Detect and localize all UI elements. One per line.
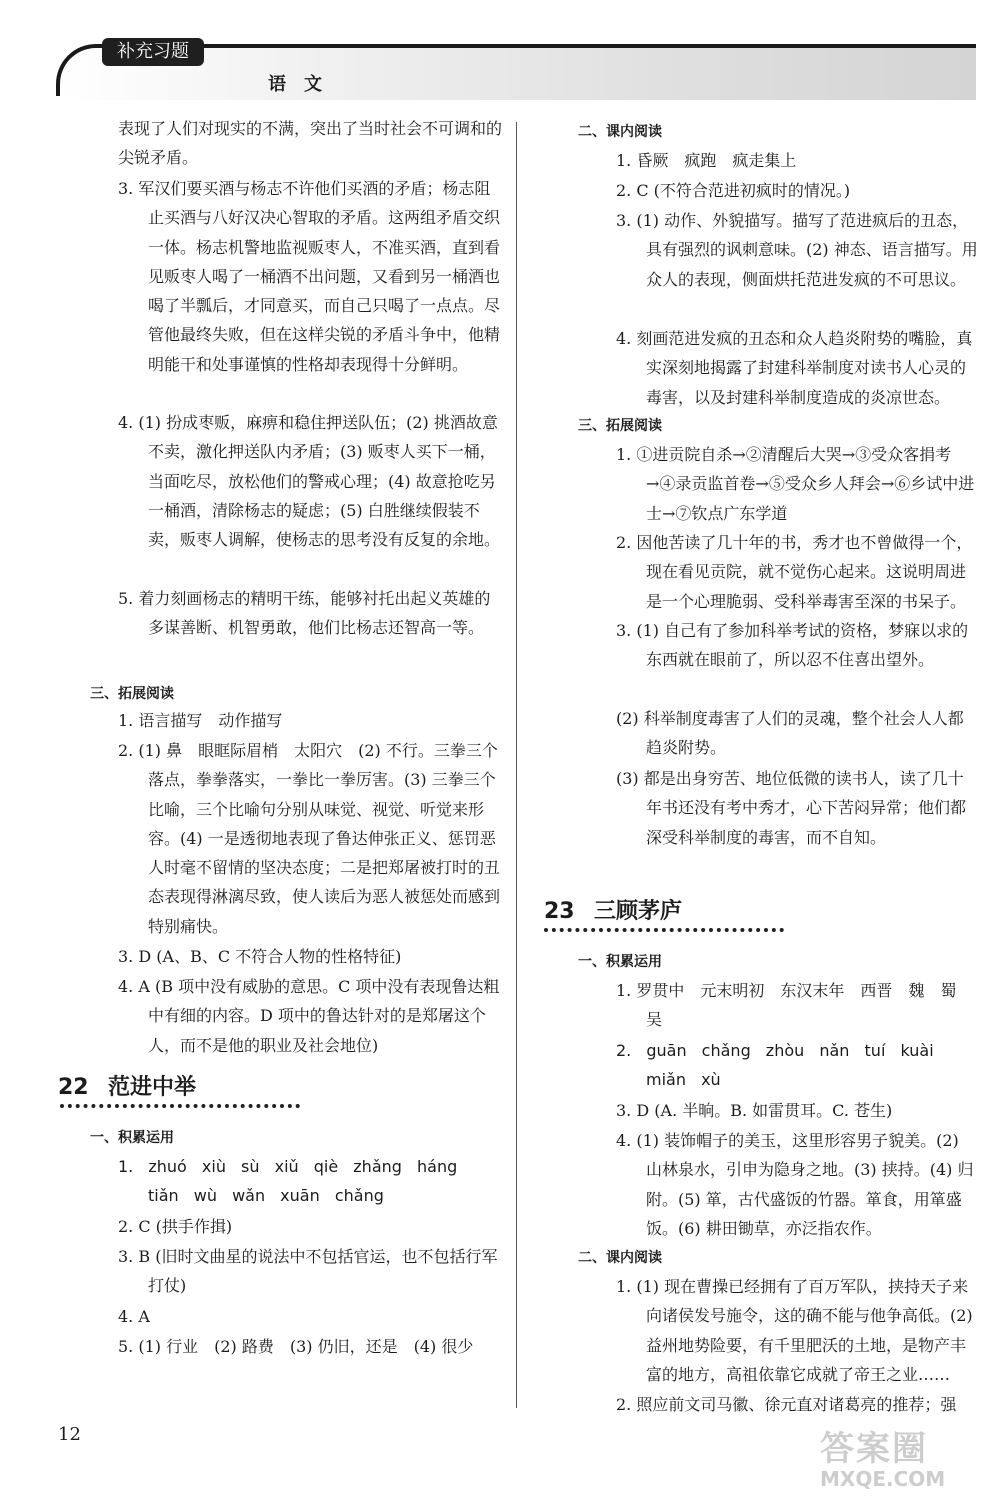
- l23-item-3: 3. D (A. 半晌。B. 如雷贯耳。C. 苍生): [616, 1101, 893, 1120]
- watermark: [820, 1430, 980, 1490]
- section-title-accumulation: 一、积累运用: [90, 1130, 174, 1146]
- ext-item-3: 3. D (A、B、C 不符合人物的性格特征): [118, 947, 402, 966]
- watermark-logo-text: 答案圈: [820, 1429, 928, 1469]
- header-tag: 补充习题: [102, 38, 204, 66]
- header-subject: 语文: [268, 74, 340, 95]
- section-title-in-class-reading: 二、课内阅读: [578, 124, 662, 140]
- l22-item-4: 4. A: [118, 1307, 150, 1326]
- lesson-title: 范进中举: [108, 1075, 197, 1100]
- ext2-item-1: 1. ①进贡院自杀→②清醒后大哭→③受众客捐考→④录贡监首卷→⑤受众乡人拜会→⑥乡试中进士→⑦钦点广东学道: [616, 445, 975, 523]
- header-rule: [100, 44, 976, 48]
- in-class-item-2: 2. C (不符合范进初疯时的情况。): [616, 181, 851, 200]
- ext2-item-2: 2. 因他苦读了几十年的书，秀才也不曾做得一个，现在看见贡院，就不觉伤心起来。这说明周进是一个心理脆弱、受科举毒害至深的书呆子。: [616, 533, 973, 611]
- section-title-accumulation-2: 一、积累运用: [578, 954, 662, 970]
- in-class-item-4: 4. 刻画范进发疯的丑态和众人趋炎附势的嘴脸，真实深刻地揭露了封建科举制度对读书人心灵的毒害，以及封建科举制度造成的炎凉世态。: [616, 329, 973, 407]
- ext-item-2: 2. (1) 鼻 眼眶际眉梢 太阳穴 (2) 不行。三拳三个落点，拳拳落实，一拳比一拳厉害。(3) 三拳三个比喻，三个比喻句分别从味觉、视觉、听觉来形容。(4) 一是透彻地表现了鲁达伸张正义、惩罚恶人时毫不留情的坚决态度；二是把郑屠被打时的丑态表现得淋漓尽致，使人读后为恶人被惩处而感到特别痛快。: [118, 741, 501, 936]
- lesson-number: 22: [58, 1075, 89, 1100]
- lesson-number: 23: [544, 899, 575, 924]
- column-divider: [516, 122, 517, 1408]
- l23-reading-item-1: 1. (1) 现在曹操已经拥有了百万军队，挟持天子来向诸侯发号施令，这的确不能与他争高低。(2) 益州地势险要，有千里肥沃的土地，是物产丰富的地方，高祖依靠它成就了帝王之业……: [616, 1277, 973, 1384]
- in-class-item-3: 3. (1) 动作、外貌描写。描写了范进疯后的丑态，具有强烈的讽刺意味。(2) 神态、语言描写。用众人的表现，侧面烘托范进发疯的不可思议。: [616, 211, 978, 289]
- continuation-text: 表现了人们对现实的不满，突出了当时社会不可调和的尖锐矛盾。: [118, 119, 503, 168]
- ext-item-4: 4. A (B 项中没有威胁的意思。C 项中没有表现鲁达粗中有细的内容。D 项中的鲁达针对的是郑屠这个人，而不是他的职业及社会地位): [118, 977, 500, 1055]
- lesson-22-dotted-rule: [60, 1104, 300, 1108]
- l23-reading-item-2: 2. 照应前文司马徽、徐元直对诸葛亮的推荐；强: [616, 1395, 957, 1414]
- l22-item-3: 3. B (旧时文曲星的说法中不包括官运，也不包括行军打仗): [118, 1247, 498, 1296]
- l22-item-1: 1. zhuó xiù sù xiǔ qiè zhǎng háng tiǎn wù wǎn xuān chǎng: [118, 1157, 458, 1206]
- lesson-title: 三顾茅庐: [594, 899, 683, 924]
- lesson-23-dotted-rule: [544, 928, 784, 932]
- ext2-item-3-3: (3) 都是出身穷苦、地位低微的读书人，读了几十年书还没有考中秀才，心下苦闷异常；他们都深受科举制度的毒害，而不自知。: [616, 769, 967, 847]
- ext-item-1: 1. 语言描写 动作描写: [118, 711, 283, 730]
- l22-item-2: 2. C (拱手作揖): [118, 1217, 233, 1236]
- l23-item-2: 2. guān chǎng zhòu nǎn tuí kuài miǎn xù: [616, 1041, 934, 1090]
- section-title-extended-reading-2: 三、拓展阅读: [578, 418, 662, 434]
- ext2-item-3-2: (2) 科举制度毒害了人们的灵魂，整个社会人人都趋炎附势。: [616, 709, 964, 758]
- section-title-extended-reading: 三、拓展阅读: [90, 686, 174, 702]
- page-number: 12: [58, 1424, 81, 1445]
- answer-item-3: 3. 军汉们要买酒与杨志不许他们买酒的矛盾；杨志阻止买酒与八好汉决心智取的矛盾。这两组矛盾交织一体。杨志机警地监视贩枣人，不准买酒，直到看见贩枣人喝了一桶酒不出问题，又看到另一桶酒也喝了半瓢后，才同意买，而自己只喝了一点点。尽管他最终失败，但在这样尖锐的矛盾斗争中，他精明能干和处事谨慎的性格却表现得十分鲜明。: [118, 179, 501, 374]
- section-title-in-class-reading-2: 二、课内阅读: [578, 1250, 662, 1266]
- lesson-22-heading: [58, 1070, 196, 1101]
- l22-item-5: 5. (1) 行业 (2) 路费 (3) 仍旧，还是 (4) 很少: [118, 1337, 474, 1356]
- watermark-url: MXQE.COM: [820, 1467, 946, 1491]
- answer-item-5: 5. 着力刻画杨志的精明干练，能够衬托出起义英雄的多谋善断、机智勇敢，他们比杨志还智高一等。: [118, 589, 491, 638]
- l23-item-1: 1. 罗贯中 元末明初 东汉末年 西晋 魏 蜀 吴: [616, 981, 973, 1030]
- l23-item-4: 4. (1) 装饰帽子的美玉，这里形容男子貌美。(2) 山林泉水，引申为隐身之地。(3) 挟持。(4) 归附。(5) 箪，古代盛饭的竹器。箪食，用箪盛饭。(6) 耕田锄草，亦泛指农作。: [616, 1131, 974, 1238]
- answer-item-4: 4. (1) 扮成枣贩，麻痹和稳住押送队伍；(2) 挑酒故意不卖，激化押送队内矛盾；(3) 贩枣人买下一桶，当面吃尽，放松他们的警戒心理；(4) 故意抢吃另一桶酒，清除杨志的疑虑；(5) 白胜继续假装不卖，贩枣人调解，使杨志的思考没有反复的余地。: [118, 413, 501, 550]
- in-class-item-1: 1. 昏厥 疯跑 疯走集上: [616, 151, 797, 170]
- ext2-item-3-1: 3. (1) 自己有了参加科举考试的资格，梦寐以求的东西就在眼前了，所以忍不住喜出望外。: [616, 621, 969, 670]
- lesson-23-heading: [544, 894, 682, 925]
